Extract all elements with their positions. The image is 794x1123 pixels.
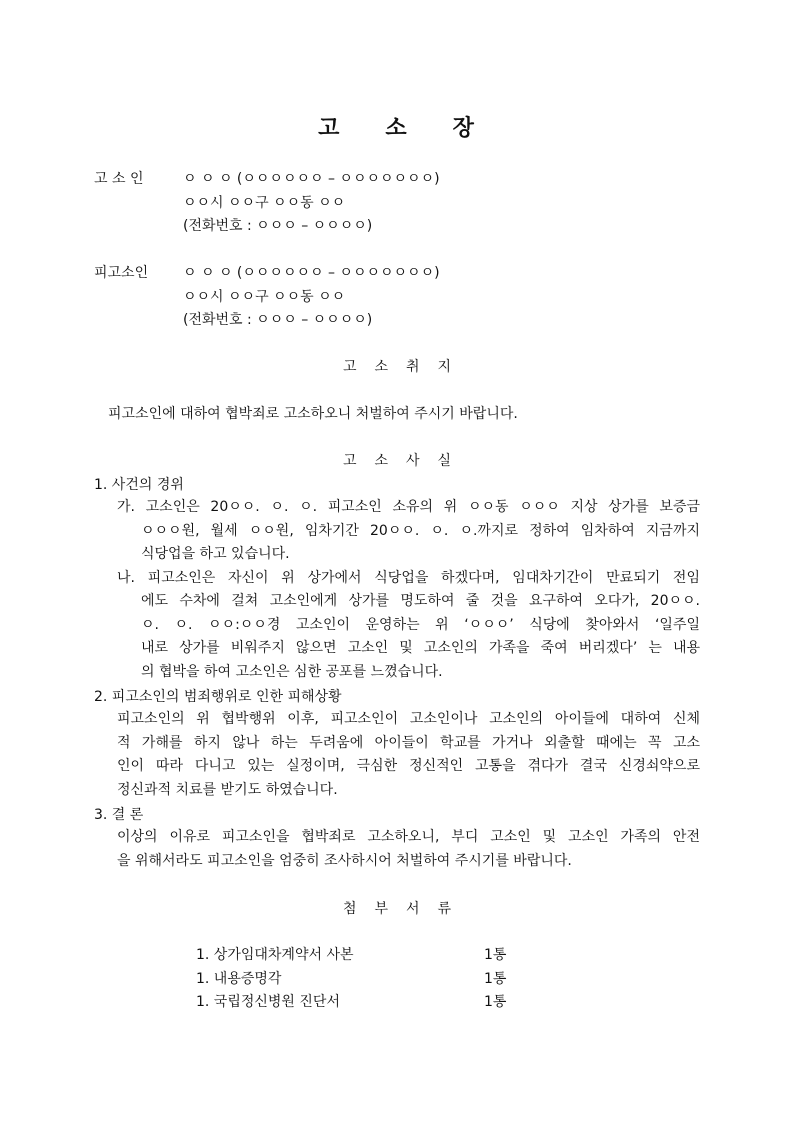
section-1-b-line: 에도 수차에 걸쳐 고소인에게 상가를 명도하여 줄 것을 요구하여 오다가, 20ㅇㅇ. xyxy=(141,593,700,609)
attachment-count: 1통 xyxy=(484,994,507,1010)
section-3-line: 을 위해서라도 피고소인을 엄중히 조사하시어 처벌하여 주시기를 바랍니다. xyxy=(117,853,572,869)
complainant-name: ㅇ ㅇ ㅇ (ㅇㅇㅇㅇㅇㅇ – ㅇㅇㅇㅇㅇㅇㅇ) xyxy=(183,171,440,187)
heading-char: 실 xyxy=(437,453,452,469)
section-2-line: 적 가해를 하지 않나 하는 두려움에 아이들이 학교를 가거나 외출할 때에는 꼭 고소 xyxy=(117,735,700,751)
heading-char: 소 xyxy=(374,359,388,375)
defendant-address: ㅇㅇ시 ㅇㅇ구 ㅇㅇ동 ㅇㅇ xyxy=(183,289,346,305)
facts-heading xyxy=(0,450,794,470)
section-1-b-line: 나. 피고소인은 자신이 위 상가에서 식당업을 하겠다며, 임대차기간이 만료되기 전임 xyxy=(117,570,700,586)
title-char: 고 xyxy=(318,116,342,141)
section-3-line: 이상의 이유로 피고소인을 협박죄로 고소하오니, 부디 고소인 및 고소인 가족의 안전 xyxy=(117,829,700,845)
section-2-line: 피고소인의 위 협박행위 이후, 피고소인이 고소인이나 고소인의 아이들에 대하여 신체 xyxy=(117,711,700,727)
attachment-count: 1통 xyxy=(484,971,507,987)
purpose-text: 피고소인에 대하여 협박죄로 고소하오니 처벌하여 주시기 바랍니다. xyxy=(108,406,518,422)
section-1-title: 1. 사건의 경위 xyxy=(94,477,184,493)
heading-char: 서 xyxy=(406,901,420,917)
heading-char: 지 xyxy=(437,359,452,375)
defendant-label: 피고소인 xyxy=(94,265,149,281)
section-1-b-line: 의 협박을 하여 고소인은 심한 공포를 느꼈습니다. xyxy=(141,664,443,680)
heading-char: 소 xyxy=(374,453,388,469)
section-1-b-line: ㅇ. ㅇ. ㅇㅇ:ㅇㅇ경 고소인이 운영하는 위 ‘ㅇㅇㅇ’ 식당에 찾아와서 ‘일주일 xyxy=(141,617,700,633)
attachments-heading xyxy=(0,898,794,918)
heading-char: 첨 xyxy=(342,901,357,917)
title-char: 장 xyxy=(452,116,476,141)
defendant-name: ㅇ ㅇ ㅇ (ㅇㅇㅇㅇㅇㅇ – ㅇㅇㅇㅇㅇㅇㅇ) xyxy=(183,265,440,281)
section-1-b-line: 내로 상가를 비워주지 않으면 고소인 및 고소인의 가족을 죽여 버리겠다’ 는 내용 xyxy=(141,640,700,656)
document-title xyxy=(0,111,794,142)
heading-char: 고 xyxy=(342,359,357,375)
attachment-name: 1. 내용증명각 xyxy=(196,971,282,987)
section-3-title: 3. 결 론 xyxy=(94,807,144,823)
section-1-a-line: 식당업을 하고 있습니다. xyxy=(141,546,290,562)
attachment-count: 1통 xyxy=(484,947,507,963)
defendant-phone: (전화번호 : ㅇㅇㅇ – ㅇㅇㅇㅇ) xyxy=(183,312,373,328)
heading-char: 고 xyxy=(342,453,357,469)
purpose-heading xyxy=(0,356,794,376)
section-2-line: 인이 따라 다니고 있는 실정이며, 극심한 정신적인 고통을 겪다가 결국 신경쇠약으로 xyxy=(117,758,700,774)
heading-char: 류 xyxy=(437,901,452,917)
section-2-line: 정신과적 치료를 받기도 하였습니다. xyxy=(117,782,338,798)
attachment-name: 1. 국립정신병원 진단서 xyxy=(196,994,340,1010)
heading-char: 취 xyxy=(406,359,420,375)
section-1-a-line: 가. 고소인은 20ㅇㅇ. ㅇ. ㅇ. 피고소인 소유의 위 ㅇㅇ동 ㅇㅇㅇ 지상 상가를 보증금 xyxy=(117,499,700,515)
heading-char: 부 xyxy=(374,901,388,917)
section-1-a-line: ㅇㅇㅇ원, 월세 ㅇㅇ원, 임차기간 20ㅇㅇ. ㅇ. ㅇ.까지로 정하여 임차하여 지금까지 xyxy=(141,523,700,539)
complainant-address: ㅇㅇ시 ㅇㅇ구 ㅇㅇ동 ㅇㅇ xyxy=(183,195,346,211)
section-2-title: 2. 피고소인의 범죄행위로 인한 피해상황 xyxy=(94,689,342,705)
title-char: 소 xyxy=(385,116,409,141)
heading-char: 사 xyxy=(406,453,420,469)
complainant-phone: (전화번호 : ㅇㅇㅇ – ㅇㅇㅇㅇ) xyxy=(183,218,373,234)
attachment-name: 1. 상가임대차계약서 사본 xyxy=(196,947,354,963)
complainant-label: 고 소 인 xyxy=(94,171,144,187)
